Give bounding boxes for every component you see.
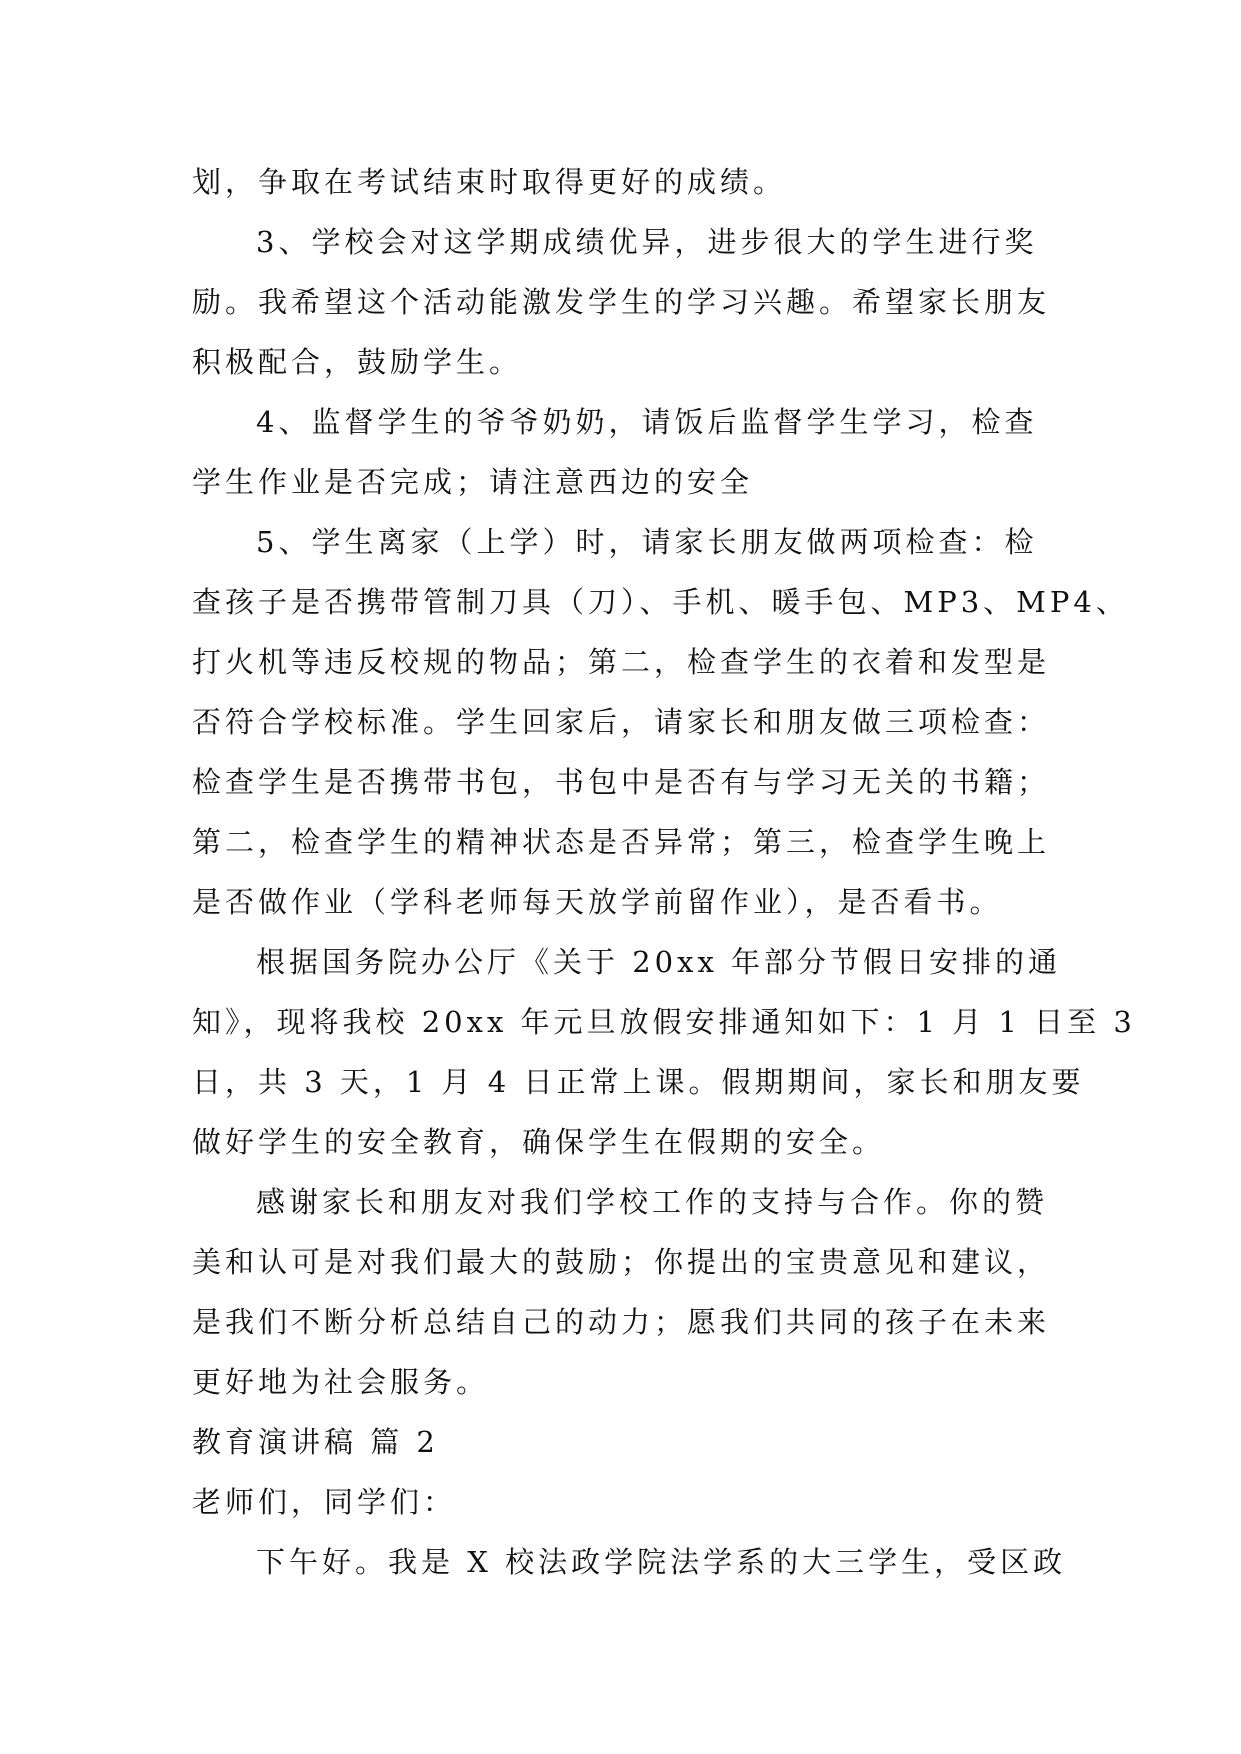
section-heading (0, 1412, 1241, 1472)
text-line (0, 392, 1241, 452)
text-line (0, 1292, 1241, 1352)
text-line-content: 励。我希望这个活动能激发学生的学习兴趣。希望家长朋友 (192, 285, 1051, 319)
text-line (0, 1112, 1241, 1172)
text-line-content: 划，争取在考试结束时取得更好的成绩。 (192, 165, 787, 199)
text-line (0, 512, 1241, 572)
text-line (0, 1172, 1241, 1232)
text-line (0, 932, 1241, 992)
text-line-content: 做好学生的安全教育，确保学生在假期的安全。 (192, 1125, 886, 1159)
text-line-content: 美和认可是对我们最大的鼓励；你提出的宝贵意见和建议， (192, 1245, 1051, 1279)
text-line (0, 1532, 1241, 1592)
text-line-content: 打火机等违反校规的物品；第二，检查学生的衣着和发型是 (192, 645, 1051, 679)
text-line (0, 992, 1241, 1052)
text-line-content: 知》，现将我校 20xx 年元旦放假安排通知如下：1 月 1 日至 3 (192, 1005, 1136, 1039)
text-line-content: 是我们不断分析总结自己的动力；愿我们共同的孩子在未来 (192, 1305, 1051, 1339)
section-heading-text: 教育演讲稿 篇 2 (192, 1425, 439, 1459)
text-line (0, 212, 1241, 272)
text-line (0, 872, 1241, 932)
text-line-content: 学生作业是否完成；请注意西边的安全 (192, 465, 754, 499)
text-line-content: 根据国务院办公厅《关于 20xx 年部分节假日安排的通 (256, 945, 1062, 979)
text-line (0, 812, 1241, 872)
text-line (0, 1232, 1241, 1292)
text-line (0, 1352, 1241, 1412)
text-line (0, 692, 1241, 752)
text-line-content: 查孩子是否携带管制刀具（刀）、手机、暖手包、MP3、MP4、 (192, 585, 1129, 619)
text-line-content: 积极配合，鼓励学生。 (192, 345, 523, 379)
salutation (0, 1472, 1241, 1532)
text-line-content: 5、学生离家（上学）时，请家长朋友做两项检查：检 (256, 525, 1038, 559)
text-line-content: 是否做作业（学科老师每天放学前留作业），是否看书。 (192, 885, 1003, 919)
text-line-content: 第二，检查学生的精神状态是否异常；第三，检查学生晚上 (192, 825, 1051, 859)
text-line-content: 检查学生是否携带书包，书包中是否有与学习无关的书籍； (192, 765, 1051, 799)
text-line (0, 632, 1241, 692)
text-line (0, 572, 1241, 632)
text-line-content: 4、监督学生的爷爷奶奶，请饭后监督学生学习，检查 (256, 405, 1038, 439)
text-line (0, 152, 1241, 212)
text-line-content: 下午好。我是 X 校法政学院法学系的大三学生，受区政 (256, 1545, 1067, 1579)
text-line (0, 272, 1241, 332)
text-line (0, 332, 1241, 392)
text-line (0, 752, 1241, 812)
salutation-text: 老师们，同学们： (192, 1485, 457, 1519)
text-line-content: 更好地为社会服务。 (192, 1365, 490, 1399)
text-line (0, 452, 1241, 512)
text-line-content: 感谢家长和朋友对我们学校工作的支持与合作。你的赞 (256, 1185, 1049, 1219)
text-line-content: 日，共 3 天，1 月 4 日正常上课。假期期间，家长和朋友要 (192, 1065, 1085, 1099)
text-line-content: 3、学校会对这学期成绩优异，进步很大的学生进行奖 (256, 225, 1038, 259)
text-line (0, 1052, 1241, 1112)
text-line-content: 否符合学校标准。学生回家后，请家长和朋友做三项检查： (192, 705, 1051, 739)
